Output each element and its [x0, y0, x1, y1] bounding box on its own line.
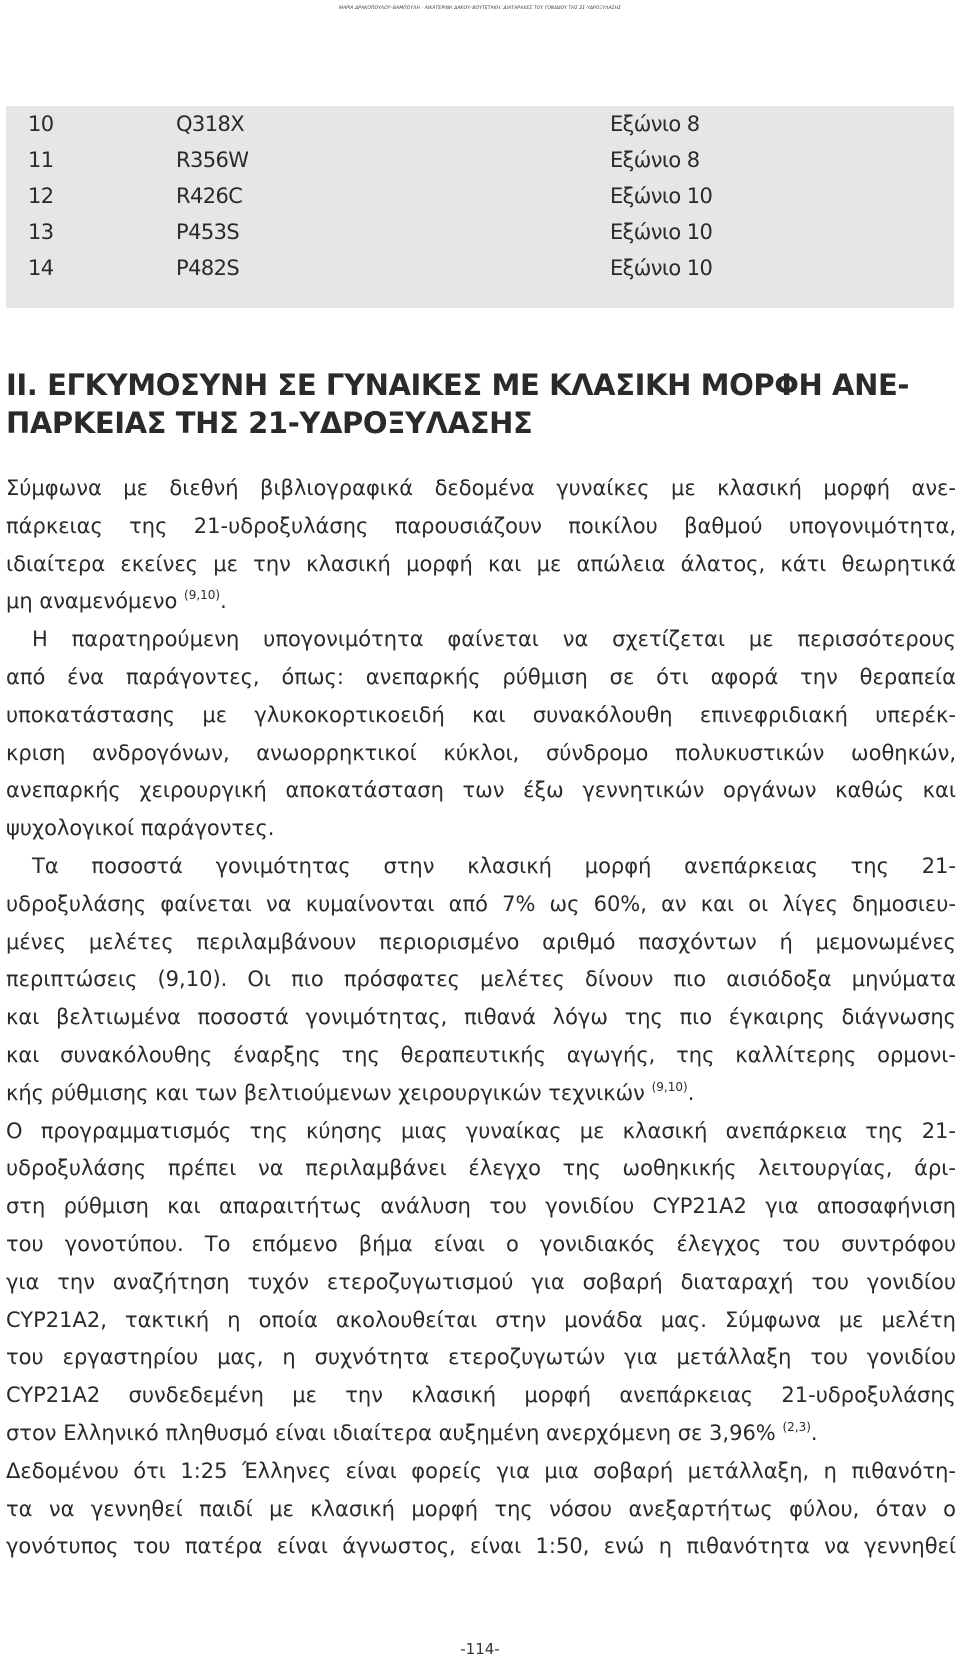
table-row — [6, 252, 954, 288]
mutation-name: R356W — [176, 148, 249, 172]
mutation-name: P453S — [176, 220, 240, 244]
citation-reference: (9,10) — [184, 588, 221, 603]
table-row — [6, 216, 954, 252]
table-row — [6, 144, 954, 180]
text-line: ψυχολογικοί παράγοντες. — [6, 816, 275, 841]
text-line: κριση ανδρογόνων, ανωορρηκτικοί κύκλοι, σύνδρομο πολυκυστικών ωοθηκών, — [6, 740, 956, 765]
text-fragment: στον Ελληνικό πληθυσμό είναι ιδιαίτερα αυξημένη ανερχόμενη σε 3,96% — [6, 1420, 776, 1445]
text-line: CYP21A2 συνδεδεμένη με την κλασική μορφή ανεπάρκειας 21-υδροξυλάσης — [6, 1383, 956, 1408]
text-line: Τα ποσοστά γονιμότητας στην κλασική μορφή ανεπάρκειας της 21- — [32, 853, 956, 878]
exon-location: Εξώνιο 10 — [610, 220, 713, 244]
citation-reference: (9,10) — [651, 1079, 688, 1094]
exon-location: Εξώνιο 8 — [610, 148, 700, 172]
text-fragment: μη αναμενόμενο — [6, 589, 178, 614]
mutation-name: Q318X — [176, 112, 244, 136]
text-line: και συνακόλουθης έναρξης της θεραπευτικής αγωγής, της καλλίτερης ορμονι- — [6, 1042, 956, 1067]
row-number: 14 — [28, 256, 54, 280]
running-header: ΜΑΡΙΑ ΔΡΑΚΟΠΟΥΛΟΥ–ΒΑΜΠΟΥΛΗ - ΑΙΚΑΤΕΡΙΝΗ ΔΑΚΟΥ–ΒΟΥΤΕΤΑΚΗ: ΔΙΑΤΑΡΑΧΕΣ ΤΟΥ ΓΟΝΙΔΙΟΥ ΤΗΣ 21-ΥΔΡΟΞΥΛΑΣΗΣ — [338, 6, 621, 11]
text-line: μένες μελέτες περιλαμβάνουν περιορισμένο αριθμό πασχόντων ή μεμονωμένες — [6, 929, 956, 954]
text-line: γονότυπος του πατέρα είναι άγνωστος, είναι 1:50, ενώ η πιθανότητα να γεννηθεί — [6, 1534, 956, 1559]
text-line: CYP21A2, τακτική η οποία ακολουθείται στην μονάδα μας. Σύμφωνα με μελέτη — [6, 1307, 956, 1332]
text-line: ιδιαίτερα εκείνες με την κλασική μορφή και με απώλεια άλατος, κάτι θεωρητικά — [6, 551, 956, 576]
period: . — [687, 1080, 695, 1105]
text-fragment: κής ρύθμισης και των βελτιούμενων χειρουργικών τεχνικών — [6, 1080, 645, 1105]
exon-location: Εξώνιο 10 — [610, 184, 713, 208]
text-line — [6, 1415, 956, 1453]
period: . — [810, 1420, 818, 1445]
text-line: για την αναζήτηση τυχόν ετεροζυγωτισμού για σοβαρή διαταραχή του γονιδίου — [6, 1269, 956, 1294]
text-line: Η παρατηρούμενη υπογονιμότητα φαίνεται να σχετίζεται με περισσότερους — [32, 627, 956, 652]
text-line: υποκατάστασης με γλυκοκορτικοειδή και συνακόλουθη επινεφριδιακή υπερέκ- — [6, 702, 956, 727]
text-line: του γονοτύπου. Το επόμενο βήμα είναι ο γονιδιακός έλεγχος του συντρόφου — [6, 1231, 956, 1256]
page-number: -114- — [460, 1640, 500, 1658]
mutation-name: P482S — [176, 256, 240, 280]
text-line: στη ρύθμιση και απαραιτήτως ανάλυση του γονιδίου CYP21A2 για αποσαφήνιση — [6, 1194, 956, 1219]
text-line: Δεδομένου ότι 1:25 Έλληνες είναι φορείς για μια σοβαρή μετάλλαξη, η πιθανότη- — [6, 1458, 956, 1483]
text-line: Σύμφωνα με διεθνή βιβλιογραφικά δεδομένα γυναίκες με κλασική μορφή ανε- — [6, 476, 956, 500]
text-line: υδροξυλάσης φαίνεται να κυμαίνονται από 7% ως 60%, αν και οι λίγες δημοσιευ- — [6, 891, 956, 916]
table-row — [6, 180, 954, 216]
text-line — [6, 583, 956, 621]
text-line: τα να γεννηθεί παιδί με κλασική μορφή της νόσου ανεξαρτήτως φύλου, όταν ο — [6, 1496, 956, 1521]
exon-location: Εξώνιο 10 — [610, 256, 713, 280]
text-line: από ένα παράγοντες, όπως: ανεπαρκής ρύθμιση σε ότι αφορά την θεραπεία — [6, 664, 956, 689]
row-number: 12 — [28, 184, 54, 208]
row-number: 13 — [28, 220, 54, 244]
mutation-name: R426C — [176, 184, 243, 208]
table-row — [6, 108, 954, 144]
row-number: 10 — [28, 112, 54, 136]
mutations-table — [6, 106, 954, 308]
text-line — [6, 1075, 956, 1113]
section-heading-line: II. ΕΓΚΥΜΟΣΥΝΗ ΣΕ ΓΥΝΑΙΚΕΣ ΜΕ ΚΛΑΣΙΚΗ ΜΟΡΦΗ ΑΝΕ- — [6, 368, 910, 402]
citation-reference: (2,3) — [782, 1419, 811, 1434]
section-heading — [6, 366, 954, 442]
exon-location: Εξώνιο 8 — [610, 112, 700, 136]
section-heading-line: ΠΑΡΚΕΙΑΣ ΤΗΣ 21-ΥΔΡΟΞΥΛΑΣΗΣ — [6, 406, 533, 440]
text-line: υδροξυλάσης πρέπει να περιλαμβάνει έλεγχο της ωοθηκικής λειτουργίας, άρι- — [6, 1156, 956, 1181]
text-line: του εργαστηρίου μας, η συχνότητα ετεροζυγωτών για μετάλλαξη του γονιδίου — [6, 1345, 956, 1370]
text-line: περιπτώσεις (9,10). Οι πιο πρόσφατες μελέτες δίνουν πιο αισιόδοξα μηνύματα — [6, 967, 956, 992]
text-line: και βελτιωμένα ποσοστά γονιμότητας, πιθανά λόγω της πιο έγκαιρης διάγνωσης — [6, 1005, 956, 1030]
text-line: πάρκειας της 21-υδροξυλάσης παρουσιάζουν ποικίλου βαθμού υπογονιμότητα, — [6, 513, 956, 538]
text-line: Ο προγραμματισμός της κύησης μιας γυναίκας με κλασική ανεπάρκεια της 21- — [6, 1118, 956, 1143]
body-text — [6, 470, 956, 1566]
row-number: 11 — [28, 148, 54, 172]
period: . — [220, 589, 227, 614]
text-line: ανεπαρκής χειρουργική αποκατάσταση των έξω γεννητικών οργάνων καθώς και — [6, 778, 956, 803]
